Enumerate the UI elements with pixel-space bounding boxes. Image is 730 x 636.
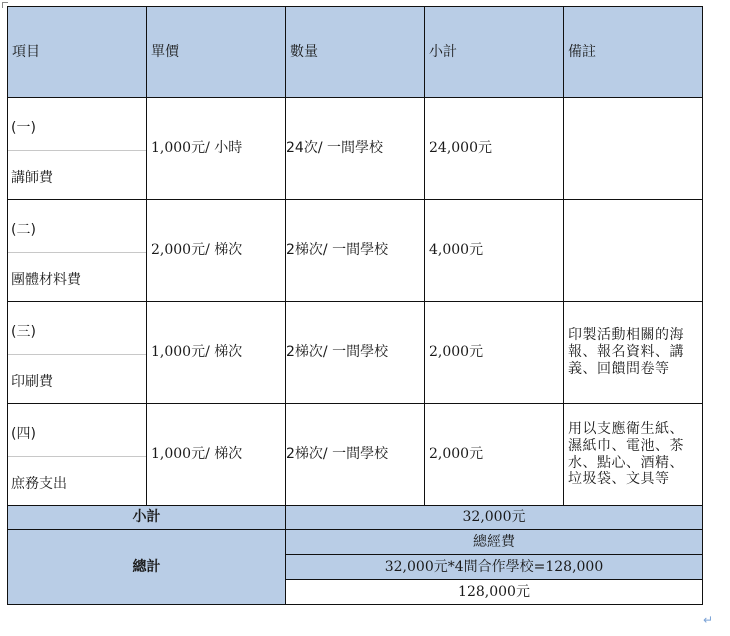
- subtotal-cell: 2,000元: [425, 302, 564, 404]
- item-name: 印刷費: [11, 374, 53, 390]
- budget-table: [7, 6, 703, 605]
- remarks-cell: [564, 200, 703, 302]
- item-number: (三): [11, 324, 36, 340]
- paragraph-return-icon: ↵: [703, 613, 714, 627]
- item-divider: [8, 252, 146, 253]
- header-remarks: 備註: [564, 7, 703, 98]
- header-quantity: 數量: [286, 7, 425, 98]
- subtotal-row: [8, 506, 703, 530]
- item-cell: [8, 98, 147, 200]
- subtotal-label: 小計: [8, 506, 286, 530]
- remarks-cell: 印製活動相關的海報、報名資料、講義、回饋問卷等: [564, 302, 703, 404]
- item-name: 講師費: [11, 170, 53, 186]
- item-number: (二): [11, 222, 36, 238]
- remarks-cell: 用以支應衛生紙、濕紙巾、電池、茶水、點心、酒精、垃圾袋、文具等: [564, 404, 703, 506]
- item-cell: [8, 404, 147, 506]
- unit-price-cell: 2,000元/ 梯次: [147, 200, 286, 302]
- item-number: (四): [11, 426, 36, 442]
- subtotal-cell: 24,000元: [425, 98, 564, 200]
- item-name: 庶務支出: [11, 476, 67, 492]
- quantity-cell: 24次/ 一間學校: [286, 98, 425, 200]
- item-divider: [8, 150, 146, 151]
- unit-price-cell: 1,000元/ 梯次: [147, 302, 286, 404]
- item-cell: [8, 302, 147, 404]
- header-subtotal: 小計: [425, 7, 564, 98]
- subtotal-value: 32,000元: [286, 506, 703, 530]
- subtotal-cell: 2,000元: [425, 404, 564, 506]
- unit-price-cell: 1,000元/ 梯次: [147, 404, 286, 506]
- item-name: 團體材料費: [11, 272, 81, 288]
- quantity-cell: 2梯次/ 一間學校: [286, 302, 425, 404]
- table-row: [8, 302, 703, 404]
- item-divider: [8, 354, 146, 355]
- total-label: 總計: [8, 530, 286, 605]
- remarks-cell: [564, 98, 703, 200]
- table-row: [8, 404, 703, 506]
- table-row: [8, 98, 703, 200]
- total-heading: 總經費: [286, 530, 703, 555]
- unit-price-cell: 1,000元/ 小時: [147, 98, 286, 200]
- item-divider: [8, 456, 146, 457]
- item-number: (一): [11, 120, 36, 136]
- table-row: [8, 200, 703, 302]
- header-item: 項目: [8, 7, 147, 98]
- total-value: 128,000元: [286, 580, 703, 605]
- total-formula: 32,000元*4間合作學校=128,000: [286, 555, 703, 580]
- item-cell: [8, 200, 147, 302]
- header-unit-price: 單價: [147, 7, 286, 98]
- quantity-cell: 2梯次/ 一間學校: [286, 404, 425, 506]
- quantity-cell: 2梯次/ 一間學校: [286, 200, 425, 302]
- total-row: [8, 530, 703, 555]
- subtotal-cell: 4,000元: [425, 200, 564, 302]
- header-row: [8, 7, 703, 98]
